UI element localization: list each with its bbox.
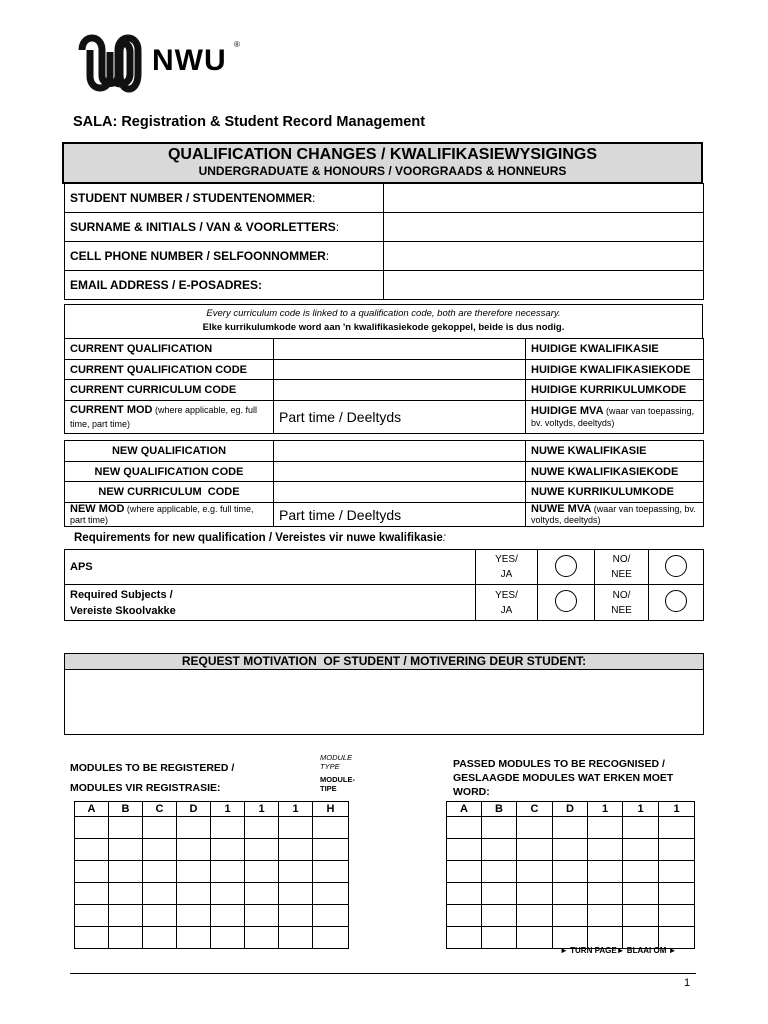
- current-mod-label: CURRENT MOD (where applicable, eg. full time, part time): [65, 401, 274, 434]
- col-header: A: [447, 802, 482, 817]
- huidige-kurrikulumkode-label: HUIDIGE KURRIKULUMKODE: [526, 380, 704, 401]
- grid-cell[interactable]: [245, 817, 279, 839]
- student-number-label: STUDENT NUMBER / STUDENTENOMMER:: [65, 184, 384, 213]
- aps-yes-radio[interactable]: [555, 555, 577, 577]
- grid-cell[interactable]: [553, 905, 588, 927]
- title-box: [62, 142, 703, 184]
- grid-cell[interactable]: [517, 883, 553, 905]
- new-curriculum-code-label: NEW CURRICULUM CODE: [65, 482, 274, 503]
- col-header: C: [517, 802, 553, 817]
- current-qualification-field[interactable]: [274, 339, 526, 360]
- grid-cell[interactable]: [313, 861, 349, 883]
- col-header: 1: [659, 802, 695, 817]
- grid-cell[interactable]: [109, 927, 143, 949]
- col-header: A: [75, 802, 109, 817]
- module-type-label: MODULE TYPE MODULE- TIPE: [320, 753, 355, 793]
- grid-cell[interactable]: [588, 817, 623, 839]
- grid-cell[interactable]: [245, 927, 279, 949]
- table-row: [447, 817, 695, 839]
- nuwe-mva-label: NUWE MVA (waar van toepassing, bv. voltyds, deeltyds): [526, 503, 704, 527]
- grid-cell[interactable]: [109, 839, 143, 861]
- grid-cell[interactable]: [447, 839, 482, 861]
- subjects-no-label: NO/ NEE: [595, 585, 649, 621]
- table-row: [75, 861, 349, 883]
- grid-cell[interactable]: [109, 883, 143, 905]
- new-mod-field[interactable]: Part time / Deeltyds: [274, 503, 526, 527]
- grid-cell[interactable]: [143, 839, 177, 861]
- subjects-yes-label: YES/ JA: [476, 585, 538, 621]
- motivation-box: [64, 653, 704, 735]
- grid-cell[interactable]: [177, 817, 211, 839]
- grid-cell[interactable]: [659, 883, 695, 905]
- grid-cell[interactable]: [313, 905, 349, 927]
- table-row: [75, 839, 349, 861]
- grid-cell[interactable]: [245, 839, 279, 861]
- registered-mark: ®: [234, 40, 240, 49]
- grid-cell[interactable]: [211, 883, 245, 905]
- table-row: [75, 927, 349, 949]
- col-header: D: [177, 802, 211, 817]
- table-row: [447, 839, 695, 861]
- note-english: Every curriculum code is linked to a qualification code, both are therefore necessary.: [206, 308, 561, 319]
- subjects-no-cell: [649, 585, 704, 621]
- grid-cell[interactable]: [482, 817, 517, 839]
- grid-cell[interactable]: [447, 861, 482, 883]
- brand-name: NWU: [152, 44, 227, 77]
- page-number: 1: [684, 977, 691, 989]
- grid-cell[interactable]: [623, 839, 659, 861]
- aps-no-radio[interactable]: [665, 555, 687, 577]
- table-row: [75, 883, 349, 905]
- new-qualification-table: [64, 440, 704, 527]
- modules-register-heading: MODULES TO BE REGISTERED / MODULES VIR REGISTRASIE:: [70, 762, 235, 794]
- grid-cell[interactable]: [517, 839, 553, 861]
- grid-cell[interactable]: [482, 905, 517, 927]
- grid-cell[interactable]: [623, 905, 659, 927]
- grid-cell[interactable]: [109, 817, 143, 839]
- requirements-heading: Requirements for new qualification / Vereistes vir nuwe kwalifikasie:: [74, 532, 446, 544]
- surname-initials-label: SURNAME & INITIALS / VAN & VOORLETTERS:: [65, 213, 384, 242]
- grid-cell[interactable]: [482, 839, 517, 861]
- email-field[interactable]: [384, 271, 704, 300]
- grid-cell[interactable]: [245, 905, 279, 927]
- grid-cell[interactable]: [245, 861, 279, 883]
- grid-cell[interactable]: [177, 927, 211, 949]
- modules-register-grid: [74, 801, 349, 949]
- grid-cell[interactable]: [177, 905, 211, 927]
- nuwe-kurrikulumkode-label: NUWE KURRIKULUMKODE: [526, 482, 704, 503]
- grid-cell[interactable]: [75, 927, 109, 949]
- grid-cell[interactable]: [313, 817, 349, 839]
- grid-cell[interactable]: [211, 927, 245, 949]
- cell-phone-label: CELL PHONE NUMBER / SELFOONNOMMER:: [65, 242, 384, 271]
- grid-cell[interactable]: [482, 883, 517, 905]
- footer-divider: [70, 973, 696, 974]
- aps-no-cell: [649, 550, 704, 585]
- col-header: B: [482, 802, 517, 817]
- student-number-field[interactable]: [384, 184, 704, 213]
- form-title-sub: UNDERGRADUATE & HONOURS / VOORGRAADS & HONNEURS: [198, 164, 567, 178]
- col-header: B: [109, 802, 143, 817]
- grid-cell[interactable]: [143, 905, 177, 927]
- col-header: H: [313, 802, 349, 817]
- grid-cell[interactable]: [143, 861, 177, 883]
- grid-cell[interactable]: [177, 839, 211, 861]
- motivation-title: REQUEST MOTIVATION OF STUDENT / MOTIVERING DEUR STUDENT:: [65, 654, 703, 670]
- grid-cell[interactable]: [75, 905, 109, 927]
- motivation-field[interactable]: [65, 670, 703, 734]
- student-info-table: [64, 183, 704, 300]
- grid-cell[interactable]: [447, 927, 482, 949]
- current-qualification-label: CURRENT QUALIFICATION: [65, 339, 274, 360]
- subjects-yes-radio[interactable]: [555, 590, 577, 612]
- grid-cell[interactable]: [177, 883, 211, 905]
- grid-cell[interactable]: [279, 839, 313, 861]
- grid-cell[interactable]: [109, 861, 143, 883]
- form-title: QUALIFICATION CHANGES / KWALIFIKASIEWYSIGINGS: [167, 146, 598, 163]
- new-qualification-field[interactable]: [274, 441, 526, 462]
- current-qualification-code-field[interactable]: [274, 360, 526, 380]
- grid-cell[interactable]: [482, 861, 517, 883]
- grid-cell[interactable]: [245, 883, 279, 905]
- new-curriculum-code-field[interactable]: [274, 482, 526, 503]
- grid-cell[interactable]: [517, 927, 553, 949]
- grid-cell[interactable]: [623, 817, 659, 839]
- form-subtitle: SALA: Registration & Student Record Management: [73, 114, 426, 130]
- grid-cell[interactable]: [659, 839, 695, 861]
- grid-cell[interactable]: [553, 817, 588, 839]
- table-row: [447, 905, 695, 927]
- subjects-yes-cell: [538, 585, 595, 621]
- table-row: [75, 905, 349, 927]
- col-header: 1: [623, 802, 659, 817]
- cell-phone-field[interactable]: [384, 242, 704, 271]
- col-header: D: [553, 802, 588, 817]
- grid-cell[interactable]: [75, 817, 109, 839]
- grid-cell[interactable]: [279, 883, 313, 905]
- col-header: 1: [279, 802, 313, 817]
- new-qualification-code-label: NEW QUALIFICATION CODE: [65, 462, 274, 482]
- aps-label: APS: [65, 550, 476, 585]
- grid-cell[interactable]: [109, 905, 143, 927]
- grid-cell[interactable]: [177, 861, 211, 883]
- grid-cell[interactable]: [553, 861, 588, 883]
- current-mod-field[interactable]: Part time / Deeltyds: [274, 401, 526, 434]
- new-mod-label: NEW MOD (where applicable, e.g. full time, part time): [65, 503, 274, 527]
- grid-cell[interactable]: [313, 883, 349, 905]
- grid-cell[interactable]: [279, 861, 313, 883]
- grid-cell[interactable]: [279, 905, 313, 927]
- email-label: EMAIL ADDRESS / E-POSADRES:: [65, 271, 384, 300]
- grid-cell[interactable]: [447, 905, 482, 927]
- grid-cell[interactable]: [517, 817, 553, 839]
- modules-recognised-grid: [446, 801, 695, 949]
- grid-cell[interactable]: [553, 839, 588, 861]
- nuwe-kwalifikasiekode-label: NUWE KWALIFIKASIEKODE: [526, 462, 704, 482]
- grid-cell[interactable]: [447, 883, 482, 905]
- huidige-kwalifikasie-label: HUIDIGE KWALIFIKASIE: [526, 339, 704, 360]
- grid-cell[interactable]: [211, 861, 245, 883]
- aps-yes-cell: [538, 550, 595, 585]
- new-qualification-label: NEW QUALIFICATION: [65, 441, 274, 462]
- grid-cell[interactable]: [75, 861, 109, 883]
- grid-cell[interactable]: [143, 883, 177, 905]
- grid-cell[interactable]: [517, 861, 553, 883]
- grid-cell[interactable]: [447, 817, 482, 839]
- current-qualification-table: [64, 338, 704, 434]
- grid-cell[interactable]: [482, 927, 517, 949]
- grid-cell[interactable]: [623, 861, 659, 883]
- grid-cell[interactable]: [659, 817, 695, 839]
- grid-cell[interactable]: [211, 839, 245, 861]
- col-header: 1: [245, 802, 279, 817]
- grid-cell[interactable]: [313, 839, 349, 861]
- table-row: [447, 883, 695, 905]
- grid-cell[interactable]: [143, 817, 177, 839]
- table-row: [75, 817, 349, 839]
- grid-cell[interactable]: [588, 861, 623, 883]
- current-curriculum-code-field[interactable]: [274, 380, 526, 401]
- curriculum-note: [64, 304, 703, 339]
- grid-cell[interactable]: [517, 905, 553, 927]
- surname-initials-field[interactable]: [384, 213, 704, 242]
- modules-recognised-heading: PASSED MODULES TO BE RECOGNISED / GESLAAGDE MODULES WAT ERKEN MOET WORD:: [453, 758, 674, 798]
- grid-cell[interactable]: [279, 817, 313, 839]
- col-header: 1: [588, 802, 623, 817]
- current-curriculum-code-label: CURRENT CURRICULUM CODE: [65, 380, 274, 401]
- aps-yes-label: YES/ JA: [476, 550, 538, 585]
- required-subjects-label: Required Subjects / Vereiste Skoolvakke: [65, 585, 476, 621]
- requirements-table: [64, 549, 704, 621]
- col-header: C: [143, 802, 177, 817]
- note-afrikaans: Elke kurrikulumkode word aan 'n kwalifikasiekode gekoppel, beide is dus nodig.: [202, 322, 565, 333]
- grid-cell[interactable]: [75, 839, 109, 861]
- nwu-logo: [76, 28, 266, 94]
- grid-cell[interactable]: [553, 883, 588, 905]
- grid-cell[interactable]: [588, 905, 623, 927]
- grid-cell[interactable]: [75, 883, 109, 905]
- new-qualification-code-field[interactable]: [274, 462, 526, 482]
- grid-cell[interactable]: [659, 905, 695, 927]
- grid-cell[interactable]: [659, 861, 695, 883]
- aps-no-label: NO/ NEE: [595, 550, 649, 585]
- grid-cell[interactable]: [279, 927, 313, 949]
- nuwe-kwalifikasie-label: NUWE KWALIFIKASIE: [526, 441, 704, 462]
- grid-cell[interactable]: [211, 905, 245, 927]
- turn-page-label: ► TURN PAGE► BLAAI OM ►: [560, 946, 677, 955]
- subjects-no-radio[interactable]: [665, 590, 687, 612]
- col-header: 1: [211, 802, 245, 817]
- grid-cell[interactable]: [623, 883, 659, 905]
- grid-cell[interactable]: [313, 927, 349, 949]
- grid-cell[interactable]: [588, 839, 623, 861]
- nwu-logo-icon: [76, 28, 144, 94]
- table-row: [447, 861, 695, 883]
- huidige-mva-label: HUIDIGE MVA (waar van toepassing, bv. voltyds, deeltyds): [526, 401, 704, 434]
- grid-cell[interactable]: [211, 817, 245, 839]
- grid-cell[interactable]: [143, 927, 177, 949]
- huidige-kwalifikasiekode-label: HUIDIGE KWALIFIKASIEKODE: [526, 360, 704, 380]
- grid-cell[interactable]: [588, 883, 623, 905]
- current-qualification-code-label: CURRENT QUALIFICATION CODE: [65, 360, 274, 380]
